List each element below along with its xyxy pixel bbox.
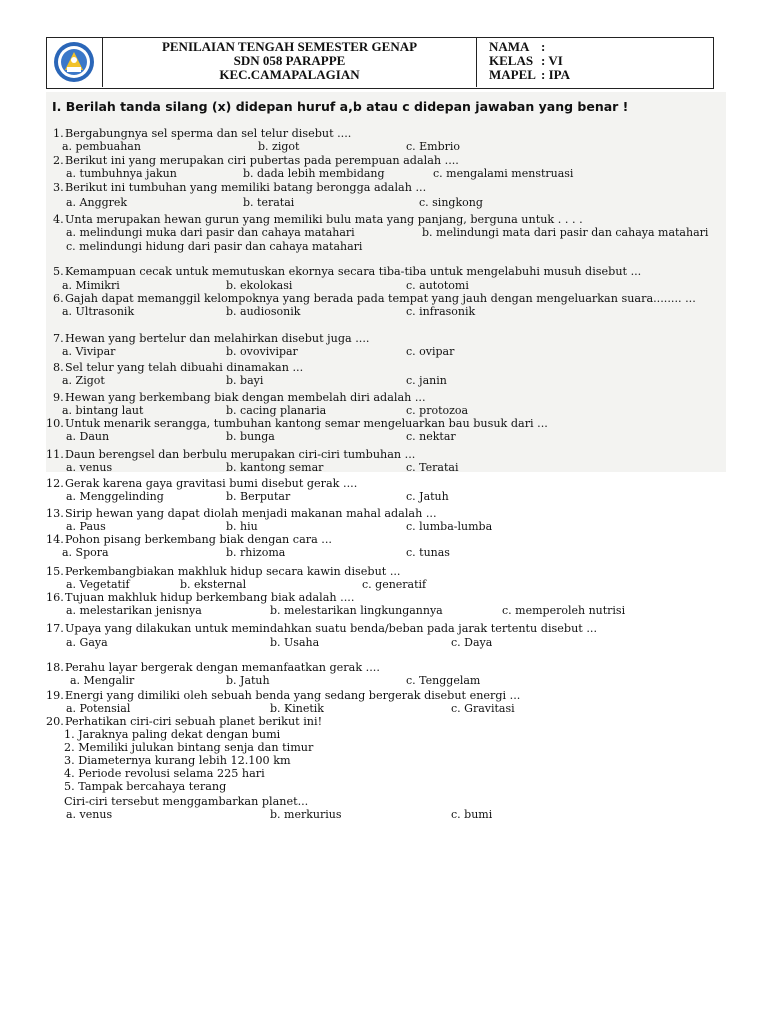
question-number: 16. xyxy=(46,591,64,604)
question-text: Berikut ini tumbuhan yang memiliki batang berongga adalah ... xyxy=(65,181,427,194)
answer-option[interactable]: c. nektar xyxy=(406,430,456,443)
answer-option[interactable]: c. bumi xyxy=(451,808,493,821)
district-name: KEC.CAMAPALAGIAN xyxy=(219,67,360,82)
answer-option[interactable]: b. rhizoma xyxy=(226,546,286,559)
question-sub-item: 3. Diameternya kurang lebih 12.100 km xyxy=(64,754,291,767)
question-text: Hewan yang berkembang biak dengan membelah diri adalah ... xyxy=(65,391,426,404)
question-number: 1. xyxy=(53,127,64,140)
question-number: 3. xyxy=(53,181,64,194)
answer-option[interactable]: a. venus xyxy=(66,461,113,474)
question-text: Kemampuan cecak untuk memutuskan ekornya secara tiba-tiba untuk mengelabuhi musuh disebut ... xyxy=(65,265,642,278)
answer-option[interactable]: b. audiosonik xyxy=(226,305,301,318)
subject-label: MAPEL xyxy=(489,67,536,82)
question-text: Perahu layar bergerak dengan memanfaatkan gerak .... xyxy=(65,661,380,674)
question-number: 18. xyxy=(46,661,64,674)
answer-option[interactable]: b. bayi xyxy=(226,374,264,387)
answer-option[interactable]: c. lumba-lumba xyxy=(406,520,493,533)
answer-option[interactable]: a. Paus xyxy=(66,520,106,533)
question-number: 11. xyxy=(46,448,64,461)
question-text: Perkembangbiakan makhluk hidup secara kawin disebut ... xyxy=(65,565,401,578)
answer-option[interactable]: b. melindungi mata dari pasir dan cahaya matahari xyxy=(422,226,709,239)
question-text: Unta merupakan hewan gurun yang memiliki bulu mata yang panjang, berguna untuk . . . . xyxy=(65,213,583,226)
answer-option[interactable]: c. mengalami menstruasi xyxy=(433,167,574,180)
answer-option[interactable]: a. Mimikri xyxy=(62,279,120,292)
answer-option[interactable]: b. Usaha xyxy=(270,636,320,649)
answer-option[interactable]: a. Vegetatif xyxy=(66,578,130,591)
question-text: Perhatikan ciri-ciri sebuah planet berikut ini! xyxy=(65,715,323,728)
question-number: 13. xyxy=(46,507,64,520)
school-logo-icon xyxy=(51,40,97,84)
answer-option[interactable]: a. bintang laut xyxy=(62,404,144,417)
answer-option[interactable]: c. Tenggelam xyxy=(406,674,481,687)
answer-option[interactable]: a. Potensial xyxy=(66,702,131,715)
answer-option[interactable]: b. eksternal xyxy=(180,578,247,591)
subject-value: : IPA xyxy=(541,67,571,82)
question-text: Bergabungnya sel sperma dan sel telur disebut .... xyxy=(65,127,352,140)
answer-option[interactable]: a. Ultrasonik xyxy=(62,305,135,318)
answer-option[interactable]: c. tunas xyxy=(406,546,450,559)
answer-option[interactable]: b. cacing planaria xyxy=(226,404,327,417)
answer-option[interactable]: c. melindungi hidung dari pasir dan cahaya matahari xyxy=(66,240,363,253)
answer-option[interactable]: a. melindungi muka dari pasir dan cahaya matahari xyxy=(66,226,355,239)
answer-option[interactable]: c. singkong xyxy=(419,196,483,209)
question-text: Berikut ini yang merupakan ciri pubertas pada perempuan adalah .... xyxy=(65,154,459,167)
answer-option[interactable]: b. dada lebih membidang xyxy=(243,167,385,180)
answer-option[interactable]: a. tumbuhnya jakun xyxy=(66,167,177,180)
answer-option[interactable]: b. teratai xyxy=(243,196,295,209)
question-number: 10. xyxy=(46,417,64,430)
answer-option[interactable]: a. Spora xyxy=(62,546,109,559)
answer-option[interactable]: c. Gravitasi xyxy=(451,702,515,715)
exam-header xyxy=(46,37,714,89)
question-number: 19. xyxy=(46,689,64,702)
answer-option[interactable]: b. merkurius xyxy=(270,808,342,821)
answer-option[interactable]: b. ovovivipar xyxy=(226,345,298,358)
answer-option[interactable]: b. zigot xyxy=(258,140,300,153)
answer-option[interactable]: b. Kinetik xyxy=(270,702,324,715)
answer-option[interactable]: a. Vivipar xyxy=(62,345,116,358)
answer-option[interactable]: b. kantong semar xyxy=(226,461,324,474)
question-number: 12. xyxy=(46,477,64,490)
answer-option[interactable]: b. ekolokasi xyxy=(226,279,293,292)
answer-option[interactable]: b. hiu xyxy=(226,520,258,533)
answer-option[interactable]: a. Menggelinding xyxy=(66,490,164,503)
question-sub-item: 2. Memiliki julukan bintang senja dan timur xyxy=(64,741,314,754)
answer-option[interactable]: b. Jatuh xyxy=(226,674,270,687)
question-text: Upaya yang dilakukan untuk memindahkan suatu benda/beban pada jarak tertentu disebut ... xyxy=(65,622,597,635)
question-number: 7. xyxy=(53,332,64,345)
question-sub-item: 5. Tampak bercahaya terang xyxy=(64,780,227,793)
question-number: 17. xyxy=(46,622,64,635)
answer-option[interactable]: c. autotomi xyxy=(406,279,469,292)
answer-option[interactable]: a. Anggrek xyxy=(66,196,128,209)
question-number: 14. xyxy=(46,533,64,546)
question-text: Hewan yang bertelur dan melahirkan disebut juga .... xyxy=(65,332,370,345)
question-sub-item: 4. Periode revolusi selama 225 hari xyxy=(64,767,265,780)
question-number: 20. xyxy=(46,715,64,728)
answer-option[interactable]: c. protozoa xyxy=(406,404,469,417)
name-value: : xyxy=(541,39,546,54)
question-number: 15. xyxy=(46,565,64,578)
answer-option[interactable]: b. bunga xyxy=(226,430,275,443)
title-block xyxy=(103,38,477,87)
class-field xyxy=(489,54,713,68)
answer-option[interactable]: c. Teratai xyxy=(406,461,459,474)
question-text: Sirip hewan yang dapat diolah menjadi makanan mahal adalah ... xyxy=(65,507,437,520)
question-text: Pohon pisang berkembang biak dengan cara ... xyxy=(65,533,332,546)
question-number: 9. xyxy=(53,391,64,404)
name-label: NAMA xyxy=(489,39,530,54)
answer-option[interactable]: c. generatif xyxy=(362,578,427,591)
class-label: KELAS xyxy=(489,53,534,68)
answer-option[interactable]: a. Zigot xyxy=(62,374,105,387)
name-field xyxy=(489,40,713,54)
question-number: 2. xyxy=(53,154,64,167)
answer-option[interactable]: a. Gaya xyxy=(66,636,108,649)
question-prompt: Ciri-ciri tersebut menggambarkan planet... xyxy=(64,795,309,808)
question-text: Untuk menarik serangga, tumbuhan kantong semar mengeluarkan bau busuk dari ... xyxy=(65,417,548,430)
question-number: 5. xyxy=(53,265,64,278)
instruction-text: I. Berilah tanda silang (x) didepan huruf a,b atau c didepan jawaban yang benar ! xyxy=(52,99,629,114)
answer-option[interactable]: b. Berputar xyxy=(226,490,291,503)
answer-option[interactable]: c. ovipar xyxy=(406,345,455,358)
question-number: 6. xyxy=(53,292,64,305)
answer-option[interactable]: c. Daya xyxy=(451,636,493,649)
question-number: 4. xyxy=(53,213,64,226)
subject-field xyxy=(489,68,713,82)
answer-option[interactable]: a. Daun xyxy=(66,430,110,443)
exam-title: PENILAIAN TENGAH SEMESTER GENAP xyxy=(161,39,418,54)
answer-option[interactable]: c. memperoleh nutrisi xyxy=(502,604,626,617)
question-text: Tujuan makhluk hidup berkembang biak adalah .... xyxy=(65,591,355,604)
answer-option[interactable]: c. Embrio xyxy=(406,140,461,153)
answer-option[interactable]: a. pembuahan xyxy=(62,140,141,153)
logo-cell xyxy=(47,38,103,87)
answer-option[interactable]: b. melestarikan lingkungannya xyxy=(270,604,443,617)
answer-option[interactable]: a. Mengalir xyxy=(70,674,135,687)
question-number: 8. xyxy=(53,361,64,374)
answer-option[interactable]: a. melestarikan jenisnya xyxy=(66,604,202,617)
answer-option[interactable]: a. venus xyxy=(66,808,113,821)
answer-option[interactable]: c. infrasonik xyxy=(406,305,476,318)
answer-option[interactable]: c. Jatuh xyxy=(406,490,449,503)
answer-option[interactable]: c. janin xyxy=(406,374,447,387)
question-sub-item: 1. Jaraknya paling dekat dengan bumi xyxy=(64,728,281,741)
shaded-background xyxy=(46,92,726,472)
question-text: Daun berengsel dan berbulu merupakan ciri-ciri tumbuhan ... xyxy=(65,448,416,461)
class-value: : VI xyxy=(541,53,563,68)
school-name: SDN 058 PARAPPE xyxy=(233,53,346,68)
question-text: Gajah dapat memanggil kelompoknya yang berada pada tempat yang jauh dengan mengeluarkan suara........ ... xyxy=(65,292,696,305)
question-text: Sel telur yang telah dibuahi dinamakan ... xyxy=(65,361,304,374)
student-info-block xyxy=(477,38,713,87)
question-text: Gerak karena gaya gravitasi bumi disebut gerak .... xyxy=(65,477,358,490)
question-text: Energi yang dimiliki oleh sebuah benda yang sedang bergerak disebut energi ... xyxy=(65,689,521,702)
